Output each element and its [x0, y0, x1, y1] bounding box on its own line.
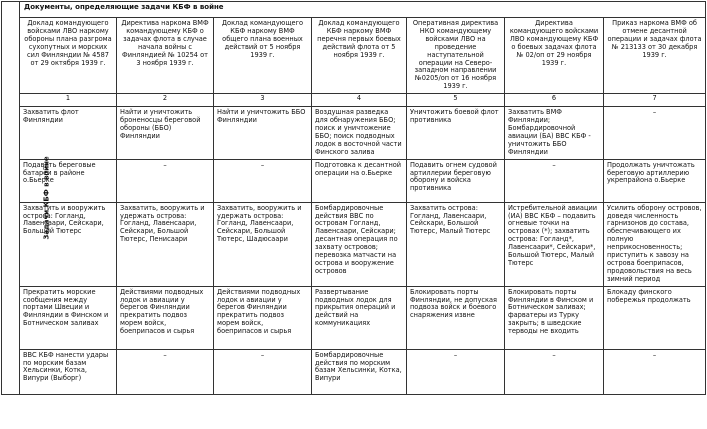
table-cell: Захватить флот Финляндии	[20, 107, 117, 159]
table-cell: Захватить, вооружить и удержать острова: Гогланд, Лавенсаари, Сейскари, Большой Тютерс, Шадюсаари	[214, 202, 312, 286]
column-header: Директива наркома ВМФ командующему КБФ о задачах флота в случае начала войны с Финляндией № 10254 от 3 ноября 1939 г.	[117, 18, 214, 94]
column-number: 1	[20, 94, 117, 107]
column-number-row	[2, 94, 706, 107]
table-cell: Подавить огнем судовой артиллерии береговую оборону и войска противника	[407, 159, 505, 202]
table-cell: Найти и уничтожить ББО Финляндии	[214, 107, 312, 159]
column-number: 6	[505, 94, 604, 107]
table-cell: Продолжать уничтожать береговую артиллерию укрепрайона о.Бьерке	[604, 159, 706, 202]
column-header: Приказ наркома ВМФ об отмене десантной операции и задачах флота № 213133 от 30 декабря 1939 г.	[604, 18, 706, 94]
table-cell: –	[505, 349, 604, 394]
table-cell: Уничтожить боевой флот противника	[407, 107, 505, 159]
table-row	[2, 159, 706, 202]
column-number: 7	[604, 94, 706, 107]
table-cell: Захватить и вооружить острова: Гогланд, Лавенсаари, Сейскари, Большой Тютерс	[20, 202, 117, 286]
table-cell: Действиями подводных лодок и авиации у берегов Финляндии прекратить подвоз морем войск, боеприпасов и сырья	[214, 286, 312, 349]
table-cell: Захватить, вооружить и удержать острова: Гогланд, Лавенсаари, Сейскари, Большой Тютерс, Пенисаари	[117, 202, 214, 286]
table-cell: Захватить острова: Гогланд, Лавенсаари, Сейскари, Большой Тютерс, Малый Тютерс	[407, 202, 505, 286]
table-cell: –	[604, 107, 706, 159]
table-cell: Усилить оборону островов, доведя численность гарнизонов до состава, обеспечивающего их полную неприкосновенность; приступить к завозу на острова боеприпасов, продовольствия на весь зимний период	[604, 202, 706, 286]
column-number: 5	[407, 94, 505, 107]
column-header: Оперативная директива НКО командующему войсками ЛВО на проведение наступательной операции на Северо-западном направлении №0205/оп от 16 ноября 1939 г.	[407, 18, 505, 94]
table-cell: Подавить береговые батареи в районе о.Бьерке	[20, 159, 117, 202]
column-header: Доклад командующего КБФ наркому ВМФ перечня первых боевых действий флота от 5 ноября 1939 г.	[312, 18, 407, 94]
table-cell: Подготовка к десантной операции на о.Бьерке	[312, 159, 407, 202]
table-row	[2, 202, 706, 286]
table-cell: Бомбардировочные действия ВВС по островам Гогланд, Лавенсаари, Сейскари; десантная операция по захвату островов; перевозка матчасти на острова и вооружение островов	[312, 202, 407, 286]
table-cell: –	[214, 159, 312, 202]
table-cell: Прекратить морские сообщения между портами Швеции и Финляндии в Финском и Ботническом заливах	[20, 286, 117, 349]
column-header: Директива командующего войсками ЛВО командующему КБФ о боевых задачах флота № 02/оп от 29 ноября 1939 г.	[505, 18, 604, 94]
table-cell: ВВС КБФ нанести удары по морским базам Хельсинки, Котка, Випури (Выборг)	[20, 349, 117, 394]
table-cell: Блокаду финского побережья продолжать	[604, 286, 706, 349]
column-header: Доклад командующего войсками ЛВО наркому обороны плана разгрома сухопутных и морских сил Финляндии № 4587 от 29 октября 1939 г.	[20, 18, 117, 94]
table-cell: –	[117, 159, 214, 202]
table-cell: –	[117, 349, 214, 394]
table-row	[2, 349, 706, 394]
table-cell: Блокировать порты Финляндии в Финском и Ботническом заливах; фарватеры из Турку закрыть; в шведские терводы не входить	[505, 286, 604, 349]
column-header-row	[2, 18, 706, 94]
table-row	[2, 286, 706, 349]
kbf-tasks-table	[1, 1, 706, 395]
side-label: Задачи КБФ в войне	[42, 156, 51, 240]
table-cell: Развертывание подводных лодок для прикрытия операций и действий на коммуникациях	[312, 286, 407, 349]
table-cell: –	[407, 349, 505, 394]
table-title: Документы, определяющие задачи КБФ в войне	[20, 2, 706, 18]
table-cell: Блокировать порты Финляндии, не допуская подвоза войск и боевого снаряжения извне	[407, 286, 505, 349]
document-table-container	[1, 1, 705, 427]
table-cell: –	[604, 349, 706, 394]
table-cell: Захватить ВМФ Финляндии; Бомбардировочной авиации (БА) ВВС КБФ - уничтожить ББО Финляндии	[505, 107, 604, 159]
table-cell: Воздушная разведка для обнаружения ББО; поиск и уничтожение ББО; поиск подводных лодок в восточной части Финского залива	[312, 107, 407, 159]
table-cell: Истребительной авиации (ИА) ВВС КБФ – подавить огневые точки на островах (*); захватить острова: Гогланд*, Лавенсаари*, Сейскари*, Большой Тютерс, Малый Тютерс	[505, 202, 604, 286]
table-cell: Найти и уничтожить броненосцы береговой обороны (ББО) Финляндии	[117, 107, 214, 159]
table-cell: –	[505, 159, 604, 202]
table-row	[2, 107, 706, 159]
table-cell: –	[214, 349, 312, 394]
column-number: 2	[117, 94, 214, 107]
column-number: 3	[214, 94, 312, 107]
table-title-row	[2, 2, 706, 18]
column-number: 4	[312, 94, 407, 107]
table-cell: Бомбардировочные действия по морским базам Хельсинки, Котка, Випури	[312, 349, 407, 394]
table-cell: Действиями подводных лодок и авиации у берегов Финляндии прекратить подвоз морем войск, боеприпасов и сырья	[117, 286, 214, 349]
column-header: Доклад командующего КБФ наркому ВМФ общего плана военных действий от 5 ноября 1939 г.	[214, 18, 312, 94]
